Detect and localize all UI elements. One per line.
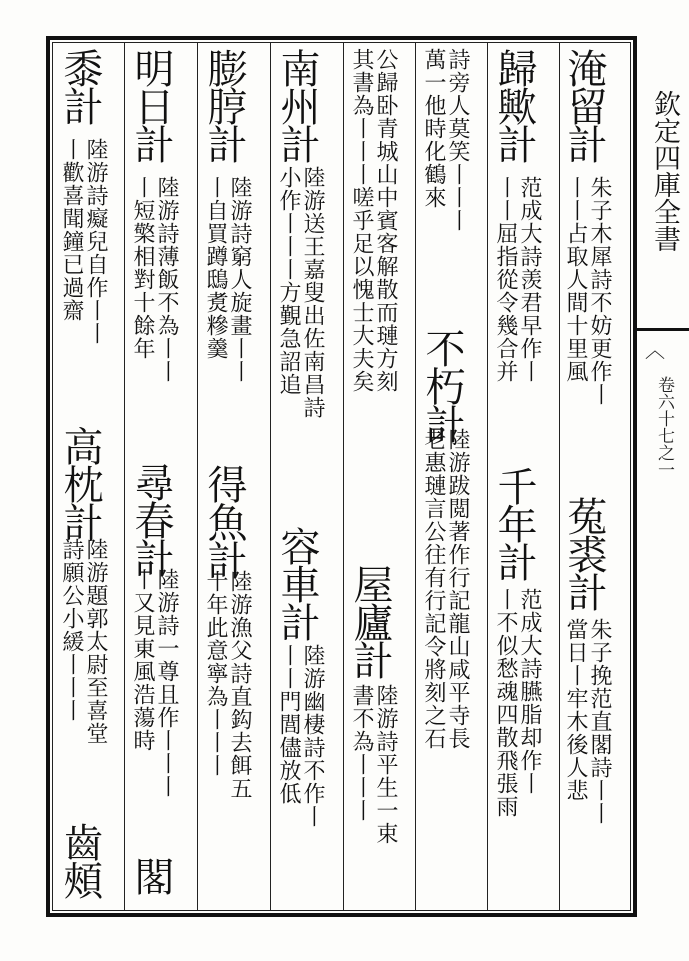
entry-note-left: 當日丨牢木後人悲 <box>563 618 588 802</box>
entry-heading: 歸歟計 <box>491 48 537 162</box>
entry-heading: 高枕計 <box>57 426 103 540</box>
text-column-6 <box>200 48 252 908</box>
text-column-3 <box>418 48 470 908</box>
entry-note-right: 陸游跋閲著作行記龍山咸平寺長 <box>445 428 470 750</box>
entry-note-right: 朱子木犀詩不妨更作丨 <box>587 176 612 406</box>
entry-note-right: 朱子挽范直閣詩丨丨 <box>587 618 612 825</box>
entry-note-right: 范成大詩羡君早作丨 <box>517 176 542 383</box>
text-column-8 <box>56 48 108 908</box>
text-column-7 <box>127 48 179 908</box>
entry-heading: 黍計 <box>57 48 103 124</box>
entry-note-right: 詩旁人莫笑丨丨丨 <box>445 48 470 232</box>
entry-note-left: 老惠璉言公往有行記令將刻之石 <box>421 428 446 750</box>
column-rule <box>197 42 198 911</box>
text-column-2 <box>490 48 542 908</box>
entry-note-left: 丨丨占取人間十里風 <box>563 176 588 383</box>
entry-heading: 屋廬計 <box>347 564 393 678</box>
entry-note-right: 陸游詩癡兒自作丨丨 <box>83 138 108 345</box>
entry-note-left: 丨自買蹲鴟煑糝羹 <box>203 176 228 360</box>
entry-note-right: 陸游詩平生一束 <box>373 684 398 845</box>
entry-note-left: 萬一他時化鶴來 <box>421 48 446 209</box>
entry-heading: 菟裘計 <box>561 496 607 610</box>
entry-note-left: 小作丨丨丨方覲急詔追 <box>276 166 301 396</box>
column-rule <box>124 42 125 911</box>
entry-heading: 膨脝計 <box>201 48 247 162</box>
entry-note-left: 丨短檠相對十餘年 <box>130 176 155 360</box>
entry-note-right: 公歸卧青城山中賓客解散而璉方刻 <box>373 48 398 393</box>
juan-number: 卷六十七之一 <box>654 376 674 478</box>
entry-note-right: 范成大詩臙脂却作丨 <box>517 588 542 795</box>
book-title: 欽定四庫全書 <box>649 90 680 252</box>
entry-note-left: 丨丨屈指從令幾合并 <box>493 176 518 383</box>
column-rule <box>559 42 560 911</box>
entry-note-left: 丨丨門閭儘放低 <box>276 644 301 805</box>
entry-note-left: 書不為丨丨丨 <box>349 684 374 822</box>
page-margin <box>637 36 689 917</box>
entry-heading: 閣 <box>128 856 174 894</box>
entry-note-right: 陸游幽棲詩不作丨 <box>300 644 325 828</box>
entry-note-right: 陸游送王嘉叟出佐南昌詩 <box>300 166 325 419</box>
entry-heading: 容車計 <box>274 526 320 640</box>
entry-heading: 齒頰 <box>57 822 103 898</box>
text-column-4 <box>346 48 398 908</box>
entry-note-right: 陸游詩窮人旋畫丨丨 <box>227 176 252 383</box>
entry-note-right: 陸游漁父詩直鈎去餌五 <box>227 570 252 800</box>
column-rule <box>487 42 488 911</box>
entry-note-left: 其書為丨丨丨嗟乎足以愧士大夫矣 <box>349 48 374 393</box>
entry-heading: 不朽計 <box>419 328 465 442</box>
entry-heading: 淹留計 <box>561 48 607 162</box>
entry-note-left: 丨又見東風浩蕩時 <box>130 568 155 752</box>
entry-note-left: 丨歡喜聞鐘已過齋 <box>59 138 84 322</box>
text-column-5 <box>273 48 325 908</box>
column-rule <box>270 42 271 911</box>
entry-note-right: 陸游詩薄飯不為丨丨 <box>154 176 179 383</box>
entry-heading: 尋春計 <box>128 462 174 576</box>
entry-heading: 得魚計 <box>201 464 247 578</box>
entry-heading: 南州計 <box>274 48 320 162</box>
column-rule <box>343 42 344 911</box>
entry-note-right: 陸游題郭太尉至喜堂 <box>83 538 108 745</box>
entry-note-left: 詩願公小緩丨丨丨 <box>59 538 84 722</box>
text-column-1 <box>562 48 610 908</box>
entry-heading: 明日計 <box>128 48 174 162</box>
entry-note-left: 丨不似愁魂四散飛張雨 <box>493 588 518 818</box>
entry-note-left: 十年此意寧為丨丨丨 <box>203 570 228 777</box>
entry-note-right: 陸游詩一尊且作丨丨丨 <box>154 568 179 798</box>
column-rule <box>415 42 416 911</box>
margin-divider <box>637 328 689 331</box>
fishtail-mark-icon: ︿ <box>645 338 665 362</box>
entry-heading: 千年計 <box>491 466 537 580</box>
